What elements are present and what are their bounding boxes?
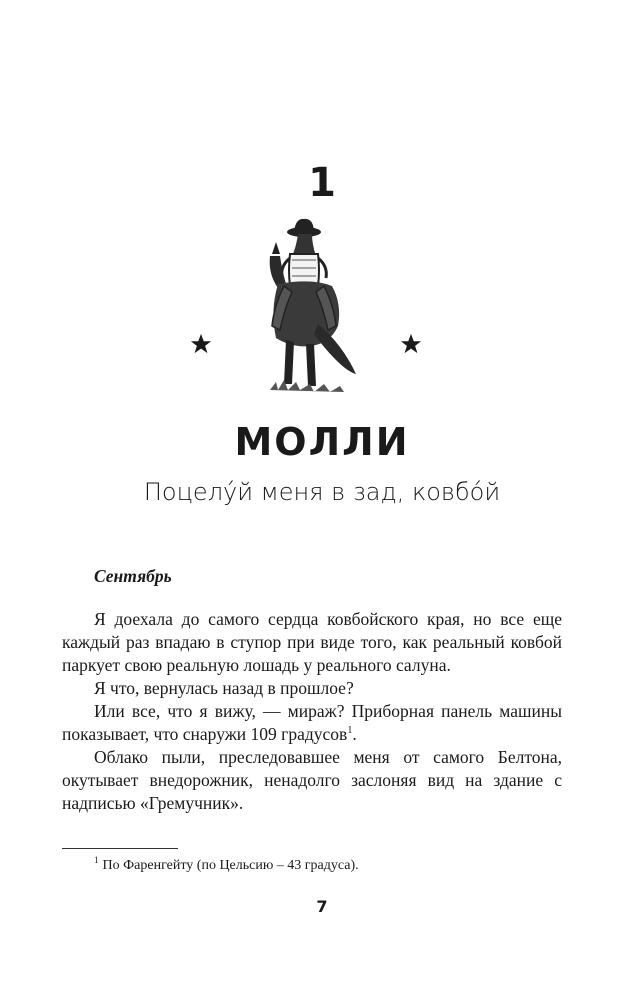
chapter-number: 1 [308,160,336,206]
section-heading: Сентябрь [94,566,172,586]
paragraph-text: Или все, что я вижу, — мираж? Приборная панель машины показывает, что снаружи 109 градусов [62,701,562,744]
footnote-number: 1 [94,855,99,866]
right-star-icon [400,333,422,355]
paragraph: Облако пыли, преследовавшее меня от самого Белтона, окутывает внедорожник, ненадолго заслоняя вид на здание с надписью «Гремучник». [62,747,562,813]
body-text [62,608,562,815]
cowgirl-on-horse-icon [252,214,370,398]
footnote [94,855,359,874]
paragraph: Я что, вернулась назад в прошлое? [94,678,354,698]
footnote-divider [62,848,178,849]
footnote-text: По Фаренгейту (по Цельсию – 43 градуса). [102,858,359,873]
paragraph: Или все, что я вижу, — мираж? Приборная панель машины показывает, что снаружи 109 градусов$^1$. [62,701,562,744]
chapter-title: МОЛЛИ [234,420,410,464]
footnote-reference: 1 [347,725,353,737]
page-number: 7 [316,897,328,916]
chapter-subtitle: Поцелу́й меня в зад, ковбо́й [143,478,501,506]
left-star-icon [190,333,212,355]
paragraph: Я доехала до самого сердца ковбойского края, но все еще каждый раз впадаю в ступор при виде того, как реальный ковбой паркует свою реальную лошадь у реального салуна. [62,609,562,675]
